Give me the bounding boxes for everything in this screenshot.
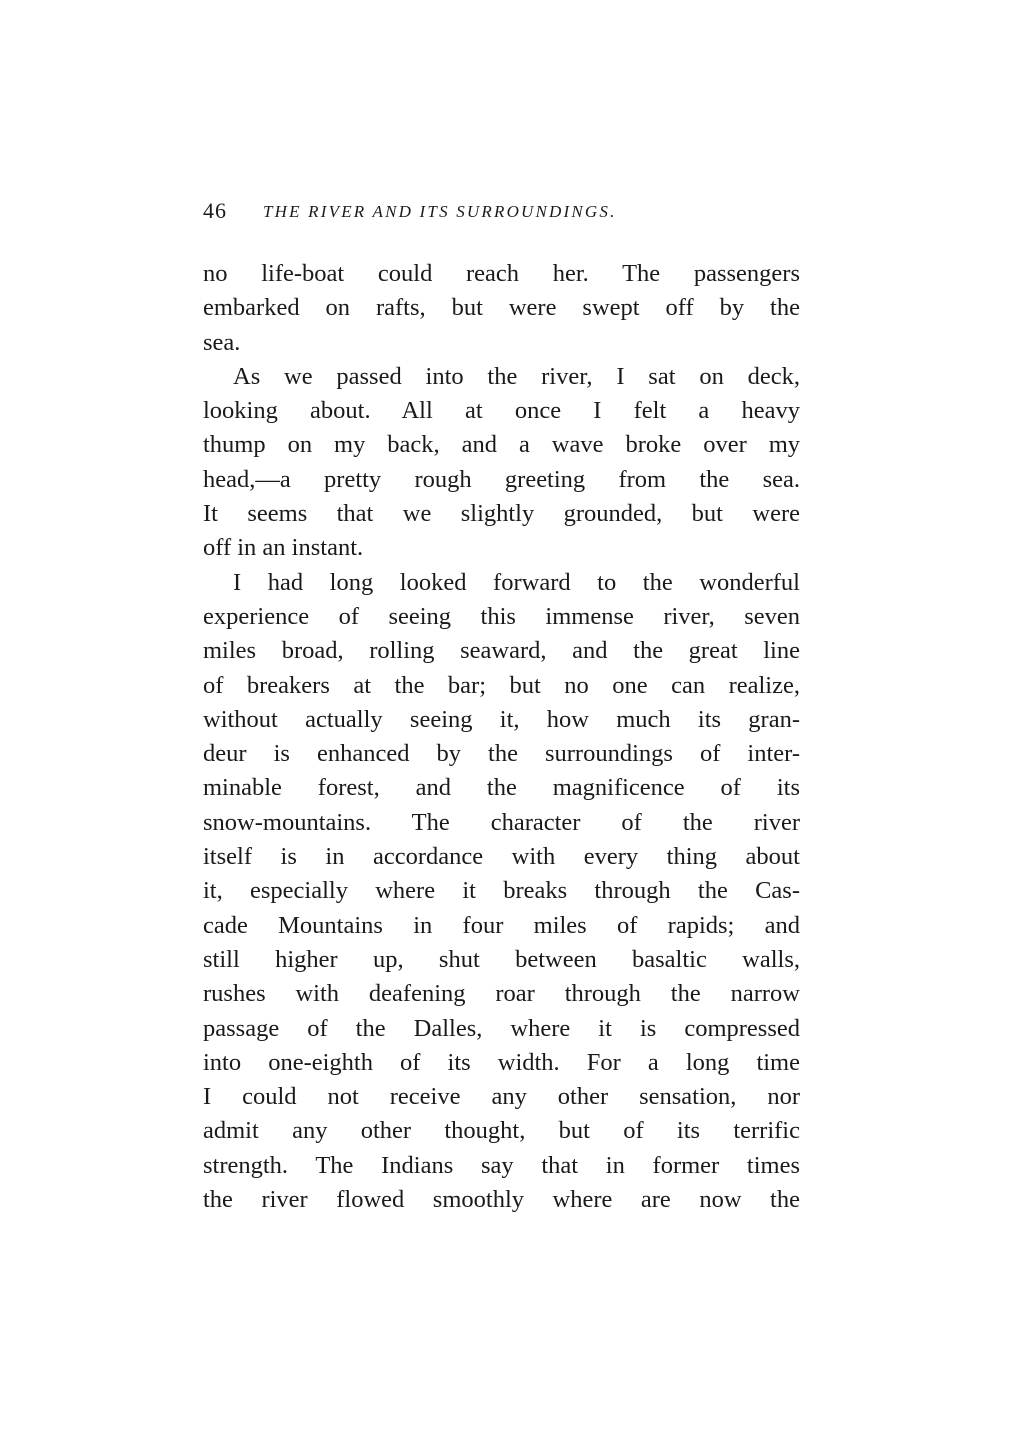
text-line: I had long looked forward to the wonderful <box>233 568 800 596</box>
text-line: sea. <box>203 328 241 356</box>
text-line: off in an instant. <box>203 534 364 562</box>
text-line: minable forest, and the magnificence of its <box>203 774 800 802</box>
text-line: without actually seeing it, how much its gran- <box>203 705 800 733</box>
text-line: the river flowed smoothly where are now the <box>203 1186 800 1214</box>
text-line: into one-eighth of its width. For a long time <box>203 1048 800 1076</box>
page-header <box>203 198 800 228</box>
text-line: As we passed into the river, I sat on deck, <box>233 362 800 390</box>
text-line: head,—a pretty rough greeting from the sea. <box>203 465 800 493</box>
text-line: itself is in accordance with every thing about <box>203 843 800 871</box>
text-line: I could not receive any other sensation, nor <box>203 1083 800 1111</box>
text-line: deur is enhanced by the surroundings of inter- <box>203 740 800 768</box>
text-line: experience of seeing this immense river, seven <box>203 602 800 630</box>
text-line: admit any other thought, but of its terrific <box>203 1117 800 1145</box>
page-number: 46 <box>203 198 227 223</box>
text-line: of breakers at the bar; but no one can realize, <box>203 671 800 699</box>
paragraph-3 <box>203 566 800 1218</box>
text-line: passage of the Dalles, where it is compressed <box>203 1014 800 1042</box>
text-line: embarked on rafts, but were swept off by the <box>203 294 800 322</box>
text-line: no life-boat could reach her. The passengers <box>203 260 800 287</box>
running-title: THE RIVER AND ITS SURROUNDINGS. <box>263 202 617 221</box>
text-line: miles broad, rolling seaward, and the great line <box>203 637 800 665</box>
text-line: It seems that we slightly grounded, but were <box>203 500 800 528</box>
text-line: snow-mountains. The character of the river <box>203 808 800 836</box>
text-line: still higher up, shut between basaltic walls, <box>203 945 800 973</box>
text-line: cade Mountains in four miles of rapids; and <box>203 911 800 939</box>
text-line: rushes with deafening roar through the narrow <box>203 980 800 1008</box>
text-line: thump on my back, and a wave broke over my <box>203 431 800 459</box>
text-line: it, especially where it breaks through the Cas- <box>203 877 800 905</box>
text-line: strength. The Indians say that in former times <box>203 1151 800 1179</box>
paragraph-2 <box>203 360 800 566</box>
body-text <box>203 257 800 1217</box>
text-line: looking about. All at once I felt a heavy <box>203 397 800 425</box>
paragraph-1 <box>203 257 800 360</box>
